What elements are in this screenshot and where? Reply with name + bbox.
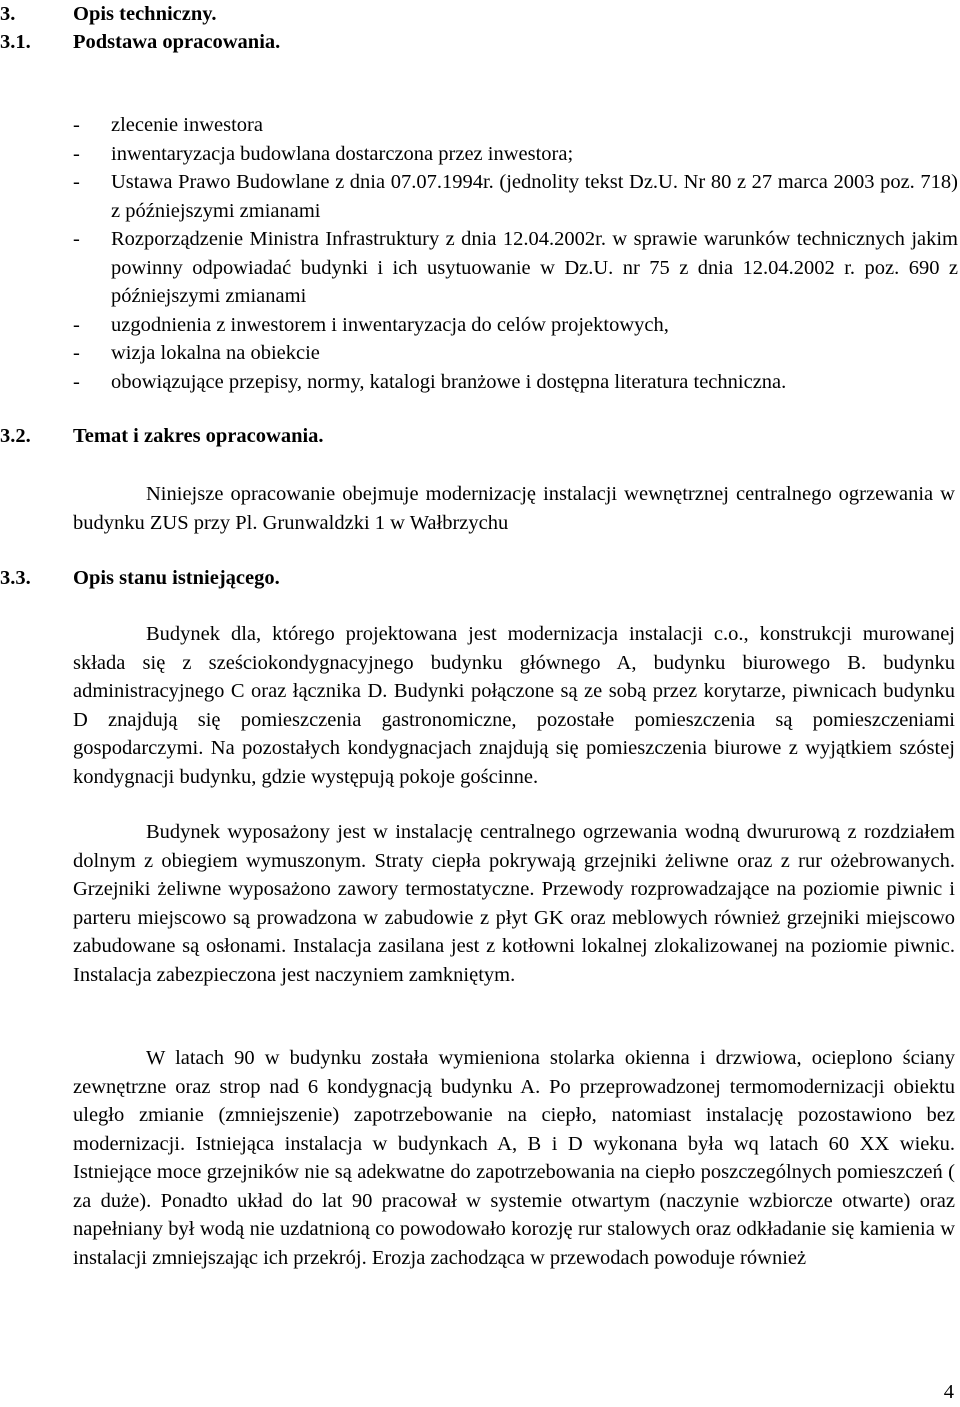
list-dash: - bbox=[73, 313, 80, 336]
paragraph-text: Budynek dla, którego projektowana jest modernizacja instalacji c.o., konstrukcji murowanej składa się z sześciokondygnacyjnego budynku głównego A, budynku biurowego B. budynku administracyjnego C oraz łącznika D. Budynki połączone są ze sobą przez korytarze, piwnicach budynku D znajdują się pomieszczenia gastronomiczne, pozostałe pomieszczenia są pomieszczeniami gospodarczymi. Na pozostałych kondygnacjach znajdują się pomieszczenia biurowe z wyjątkiem szóstej kondygnacji budynku, gdzie występują pokoje gościnne. bbox=[73, 623, 955, 788]
section-title: Opis stanu istniejącego. bbox=[73, 567, 280, 589]
basis-list bbox=[0, 111, 960, 396]
scope-text: Niniejsze opracowanie obejmuje modernizację instalacji wewnętrznej centralnego ogrzewania w budynku ZUS przy Pl. Grunwaldzki 1 w Wałbrzychu bbox=[73, 483, 955, 534]
list-item-text: wizja lokalna na obiekcie bbox=[111, 342, 320, 364]
page-number: 4 bbox=[943, 1381, 954, 1403]
list-item bbox=[0, 111, 960, 140]
list-dash: - bbox=[73, 142, 80, 165]
section-number: 3. bbox=[0, 3, 16, 25]
paragraph-text: W latach 90 w budynku została wymieniona stolarka okienna i drzwiowa, ocieplono ściany zewnętrzne oraz strop nad 6 kondygnacją budynku A. Po przeprowadzonej termomodernizacji obiektu uległo zmianie (zmniejszenie) zapotrzebowanie na ciepło, natomiast instalację pozostawiono bez modernizacji. Istniejąca instalacja w budynkach A, B i D wykonana była wq latach 60 XX wieku. Istniejące moce grzejników nie są adekwatne do zapotrzebowania na ciepło poszczególnych pomieszczeń ( za duże). Ponadto układ do lat 90 pracował w systemie otwartym (naczynie wzbiorcze otwarte) oraz napełniany był wodą nie uzdatnioną co powodowało korozję rur stalowych oraz odkładanie się kamienia w instalacji zmniejszając ich przekrój. Erozja zachodząca w przewodach powoduje również bbox=[73, 1047, 955, 1269]
list-item-text: Rozporządzenie Ministra Infrastruktury z dnia 12.04.2002r. w sprawie warunków technicznych jakim powinny odpowiadać budynki i ich usytuowanie w Dz.U. nr 75 z dnia 12.04.2002 r. poz. 690 z późniejszymi zmianami bbox=[111, 228, 958, 307]
state-paragraph-2 bbox=[73, 818, 955, 989]
list-item bbox=[0, 225, 960, 311]
list-item bbox=[0, 168, 960, 225]
list-item-text: zlecenie inwestora bbox=[111, 114, 263, 136]
list-item bbox=[0, 140, 960, 169]
list-item-text: inwentaryzacja budowlana dostarczona przez inwestora; bbox=[111, 142, 574, 165]
list-item bbox=[0, 311, 960, 340]
state-paragraph-1 bbox=[73, 620, 955, 791]
paragraph-text: Budynek wyposażony jest w instalację centralnego ogrzewania wodną dwururową z rozdziałem dolnym z obiegiem wymuszonym. Straty ciepła pokrywają grzejniki żeliwne oraz z rur ożebrowanych. Grzejniki żeliwne wyposażono zawory termostatyczne. Przewody rozprowadzające na poziomie piwnic i parteru miejscowo są prowadzona w zabudowie z płyt GK oraz meblowych również grzejniki miejscowo zabudowane są osłonami. Instalacja zasilana jest z kotłowni lokalnej zlokalizowanej na poziomie piwnic. Instalacja zabezpieczona jest naczyniem zamkniętym. bbox=[73, 821, 955, 986]
list-item bbox=[0, 368, 960, 397]
scope-paragraph bbox=[73, 480, 955, 537]
section-number: 3.3. bbox=[0, 567, 31, 589]
section-title: Podstawa opracowania. bbox=[73, 31, 281, 53]
list-item bbox=[0, 339, 960, 368]
list-dash: - bbox=[73, 114, 80, 136]
section-number: 3.2. bbox=[0, 425, 31, 447]
section-title: Temat i zakres opracowania. bbox=[73, 425, 324, 447]
list-item-text: Ustawa Prawo Budowlane z dnia 07.07.1994r. (jednolity tekst Dz.U. Nr 80 z 27 marca 2003 poz. 718) z późniejszymi zmianami bbox=[111, 171, 958, 222]
list-dash: - bbox=[73, 342, 80, 364]
section-number: 3.1. bbox=[0, 31, 31, 53]
list-item-text: obowiązujące przepisy, normy, katalogi branżowe i dostępna literatura techniczna. bbox=[111, 370, 787, 393]
section-title: Opis techniczny. bbox=[73, 3, 217, 25]
state-paragraph-3 bbox=[73, 1044, 955, 1272]
list-dash: - bbox=[73, 171, 80, 193]
list-item-text: uzgodnienia z inwestorem i inwentaryzacja do celów projektowych, bbox=[111, 313, 669, 336]
list-dash: - bbox=[73, 370, 80, 393]
list-dash: - bbox=[73, 228, 80, 250]
